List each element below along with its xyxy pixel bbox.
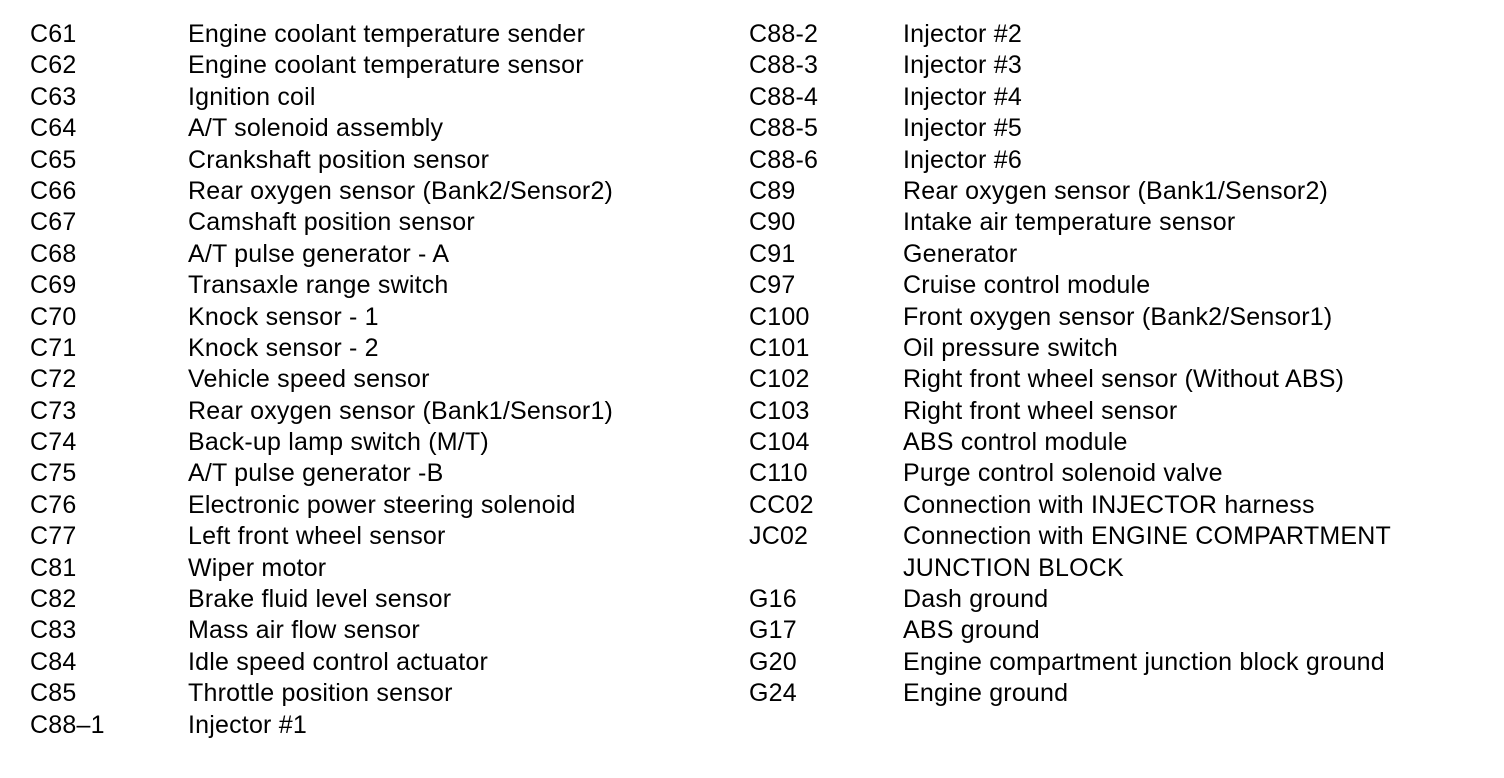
connector-description: Injector #2	[903, 20, 1022, 48]
connector-description: Engine coolant temperature sensor	[188, 51, 584, 80]
connector-code: C88-6	[749, 145, 819, 174]
connector-description: Right front wheel sensor (Without ABS)	[903, 365, 1345, 394]
connector-description: Front oxygen sensor (Bank2/Sensor1)	[903, 302, 1333, 331]
connector-description: Left front wheel sensor	[188, 522, 446, 551]
connector-code: C62	[30, 51, 77, 80]
connector-row	[30, 615, 730, 646]
connector-description: Engine ground	[903, 679, 1069, 708]
connector-code: C84	[30, 647, 77, 676]
connector-description: Engine compartment junction block ground	[903, 647, 1385, 676]
connector-code: JC02	[749, 522, 809, 551]
connector-code: C103	[749, 396, 810, 425]
connector-code: C110	[749, 459, 808, 488]
connector-description: Rear oxygen sensor (Bank1/Sensor1)	[188, 396, 614, 425]
connector-description: Vehicle speed sensor	[188, 365, 430, 394]
connector-code: C81	[30, 553, 77, 582]
connector-row	[749, 647, 1479, 678]
connector-code: C97	[749, 271, 796, 300]
connector-description: Connection with ENGINE COMPARTMENT	[903, 522, 1391, 551]
connector-code: C83	[30, 616, 77, 645]
connector-code: C100	[749, 302, 810, 331]
connector-code: C91	[749, 239, 796, 268]
connector-description: Oil pressure switch	[903, 333, 1118, 362]
connector-description: Injector #6	[903, 145, 1022, 174]
connector-code: C73	[30, 396, 77, 425]
right-column	[749, 19, 1479, 710]
connector-code: C82	[30, 585, 77, 614]
connector-description: Dash ground	[903, 585, 1049, 614]
connector-row	[30, 458, 730, 489]
connector-row	[749, 113, 1479, 144]
connector-description: Back-up lamp switch (M/T)	[188, 428, 489, 457]
connector-code: C75	[30, 459, 77, 488]
connector-description: Electronic power steering solenoid	[188, 490, 576, 519]
connector-row	[749, 239, 1479, 270]
connector-row	[30, 145, 730, 176]
left-column	[30, 19, 730, 741]
connector-row	[30, 678, 730, 709]
connector-row	[30, 19, 730, 50]
connector-row	[30, 113, 730, 144]
connector-code: C89	[749, 176, 796, 205]
connector-code: C76	[30, 490, 77, 519]
connector-row	[30, 490, 730, 521]
connector-description: Intake air temperature sensor	[903, 208, 1236, 237]
connector-row	[30, 364, 730, 395]
connector-description: Injector #5	[903, 114, 1022, 143]
connector-description: Throttle position sensor	[188, 679, 453, 708]
connector-description: Ignition coil	[188, 82, 316, 111]
connector-row	[30, 82, 730, 113]
connector-description: A/T solenoid assembly	[188, 114, 444, 143]
connector-row	[749, 302, 1479, 333]
connector-description: Wiper motor	[188, 553, 327, 582]
connector-code: C104	[749, 428, 810, 457]
connector-row	[749, 678, 1479, 709]
connector-row	[749, 19, 1479, 50]
connector-row	[749, 615, 1479, 646]
connector-description: Rear oxygen sensor (Bank2/Sensor2)	[188, 176, 614, 205]
connector-code: G17	[749, 616, 797, 645]
connector-code: C90	[749, 208, 796, 237]
connector-row	[749, 396, 1479, 427]
connector-code: C102	[749, 365, 810, 394]
connector-code: C64	[30, 114, 77, 143]
connector-description: ABS ground	[903, 616, 1040, 645]
connector-row	[30, 239, 730, 270]
connector-code: C88-5	[749, 114, 819, 143]
connector-row	[749, 490, 1479, 521]
connector-row	[30, 427, 730, 458]
connector-code: C67	[30, 208, 77, 237]
connector-code: C88-3	[749, 51, 819, 80]
connector-row	[30, 302, 730, 333]
connector-row	[749, 145, 1479, 176]
connector-description: Transaxle range switch	[188, 271, 449, 300]
connector-code: C71	[30, 333, 77, 362]
connector-description: Idle speed control actuator	[188, 647, 489, 676]
connector-row	[749, 176, 1479, 207]
connector-code: G24	[749, 679, 797, 708]
connector-code: C61	[30, 20, 77, 48]
connector-row	[749, 584, 1479, 615]
connector-row	[749, 553, 1479, 584]
connector-code: C88-4	[749, 82, 819, 111]
connector-code: C70	[30, 302, 77, 331]
connector-description: Injector #3	[903, 51, 1022, 80]
connector-description: Injector #4	[903, 82, 1022, 111]
connector-code: C68	[30, 239, 77, 268]
connector-description: A/T pulse generator -B	[188, 459, 444, 488]
connector-description: Generator	[903, 239, 1018, 268]
connector-description: Cruise control module	[903, 271, 1151, 300]
connector-row	[749, 270, 1479, 301]
connector-row	[30, 270, 730, 301]
connector-description: Mass air flow sensor	[188, 616, 420, 645]
connector-description: JUNCTION BLOCK	[903, 553, 1124, 582]
connector-row	[30, 207, 730, 238]
connector-description: Knock sensor - 1	[188, 302, 379, 331]
connector-code: C74	[30, 428, 77, 457]
connector-code: G20	[749, 647, 797, 676]
connector-description: Engine coolant temperature sender	[188, 20, 586, 48]
connector-code: C65	[30, 145, 77, 174]
connector-row	[30, 396, 730, 427]
connector-description: Right front wheel sensor	[903, 396, 1178, 425]
connector-code: C101	[749, 333, 810, 362]
connector-description: Brake fluid level sensor	[188, 585, 452, 614]
connector-row	[749, 333, 1479, 364]
connector-row	[749, 521, 1479, 552]
connector-code: C69	[30, 271, 77, 300]
connector-row	[30, 50, 730, 81]
connector-row	[749, 458, 1479, 489]
connector-code: C66	[30, 176, 77, 205]
connector-row	[749, 82, 1479, 113]
connector-code: C88-2	[749, 20, 819, 48]
connector-description: Camshaft position sensor	[188, 208, 475, 237]
connector-row	[30, 333, 730, 364]
connector-row	[749, 427, 1479, 458]
connector-description: Connection with INJECTOR harness	[903, 490, 1315, 519]
connector-row	[30, 710, 730, 741]
connector-description: ABS control module	[903, 428, 1128, 457]
connector-code: C77	[30, 522, 77, 551]
connector-row	[749, 50, 1479, 81]
connector-code: C88–1	[30, 710, 105, 739]
connector-row	[749, 207, 1479, 238]
connector-code: C72	[30, 365, 77, 394]
connector-description: Rear oxygen sensor (Bank1/Sensor2)	[903, 176, 1329, 205]
connector-code: C85	[30, 679, 77, 708]
connector-row	[30, 647, 730, 678]
connector-code: G16	[749, 585, 797, 614]
connector-row	[30, 521, 730, 552]
connector-row	[749, 364, 1479, 395]
connector-row	[30, 553, 730, 584]
connector-row	[30, 176, 730, 207]
connector-code: C63	[30, 82, 77, 111]
connector-description: Injector #1	[188, 710, 307, 739]
connector-row	[30, 584, 730, 615]
connector-description: Knock sensor - 2	[188, 333, 379, 362]
connector-code: CC02	[749, 490, 814, 519]
connector-description: Purge control solenoid valve	[903, 459, 1223, 488]
connector-description: A/T pulse generator - A	[188, 239, 450, 268]
connector-description: Crankshaft position sensor	[188, 145, 490, 174]
